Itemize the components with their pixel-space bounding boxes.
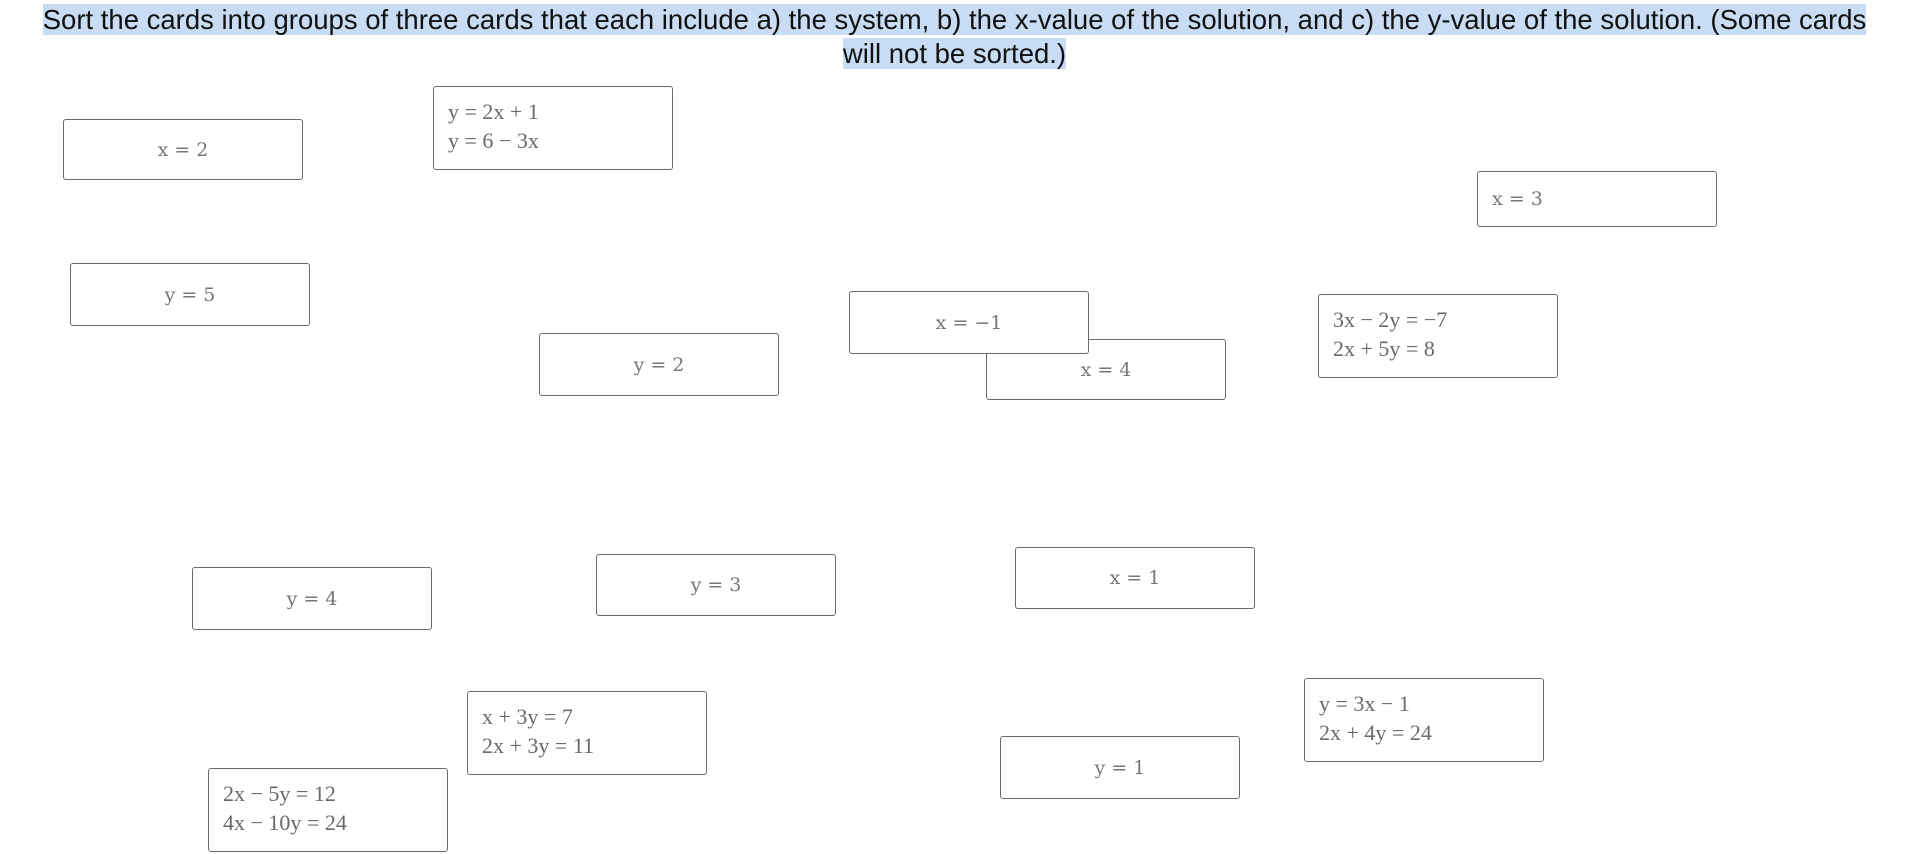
card-y-eq-2[interactable] <box>539 333 779 396</box>
card-label: x = 1 <box>1109 567 1161 589</box>
card-label: y = 4 <box>286 587 338 610</box>
card-equation-1: 3x − 2y = −7 <box>1333 307 1448 332</box>
card-x-eq-neg1[interactable] <box>849 291 1089 354</box>
card-system-b[interactable] <box>1318 294 1558 378</box>
card-x-eq-1[interactable] <box>1015 547 1255 609</box>
card-label: y = 5 <box>164 283 216 306</box>
card-label: y = 1 <box>1094 756 1146 779</box>
card-system-a[interactable] <box>433 86 673 170</box>
card-label: x = 3 <box>1492 188 1543 210</box>
card-y-eq-5[interactable] <box>70 263 310 326</box>
card-y-eq-1[interactable] <box>1000 736 1240 799</box>
instructions-line-1: Sort the cards into groups of three cards that each include a) the system, b) the x-value of the solution, and c) the y-value of the solution. (Some cards <box>42 4 1867 35</box>
card-y-eq-4[interactable] <box>192 567 432 630</box>
card-x-eq-2[interactable] <box>63 119 303 180</box>
card-equation-2: 2x + 3y = 11 <box>482 733 594 758</box>
card-label: y = 2 <box>633 353 685 376</box>
card-equation-2: y = 6 − 3x <box>448 128 539 153</box>
card-system-e[interactable] <box>208 768 448 852</box>
card-y-eq-3[interactable] <box>596 554 836 616</box>
card-label: y = 3 <box>690 574 742 596</box>
card-equation-1: y = 2x + 1 <box>448 99 539 124</box>
instructions-line-2: will not be sorted.) <box>842 38 1067 69</box>
card-label: x = 4 <box>1080 358 1132 381</box>
card-system-d[interactable] <box>1304 678 1544 762</box>
card-label: x = 2 <box>157 138 209 161</box>
card-equation-2: 2x + 5y = 8 <box>1333 336 1435 361</box>
card-equation-2: 4x − 10y = 24 <box>223 810 347 835</box>
card-system-c[interactable] <box>467 691 707 775</box>
instructions <box>0 3 1909 71</box>
card-equation-2: 2x + 4y = 24 <box>1319 720 1432 745</box>
card-equation-1: y = 3x − 1 <box>1319 691 1410 716</box>
card-x-eq-3[interactable] <box>1477 171 1717 227</box>
card-equation-1: 2x − 5y = 12 <box>223 781 336 806</box>
card-label: x = −1 <box>935 311 1003 334</box>
card-equation-1: x + 3y = 7 <box>482 704 573 729</box>
